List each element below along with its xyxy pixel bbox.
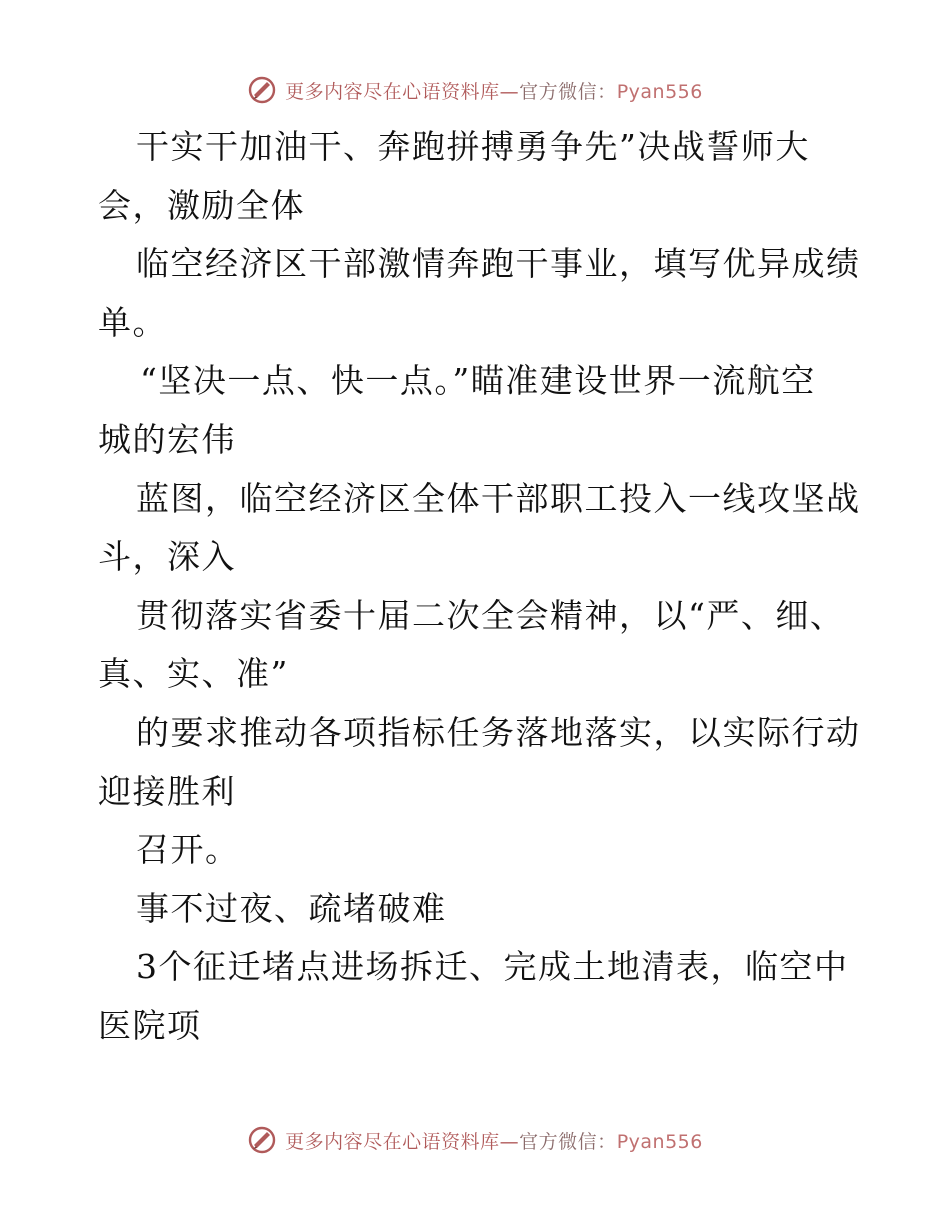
banner-text	[285, 1127, 703, 1154]
paragraph-line: 的要求推动各项指标任务落地落实，以实际行动	[136, 712, 861, 752]
paragraph-line: 召开。	[136, 830, 240, 870]
footer-watermark	[0, 1120, 950, 1160]
paragraph-line: 城的宏伟	[98, 419, 236, 459]
paragraph-line: 单。	[98, 302, 167, 342]
paragraph-line: 贯彻落实省委十届二次全会精神，以“严、细、	[136, 595, 845, 635]
banner-text	[285, 77, 703, 104]
paragraph-line: 事不过夜、疏堵破难	[136, 888, 447, 928]
wechat-label: 官方微信：	[519, 1130, 617, 1153]
header-watermark	[0, 70, 950, 110]
wechat-label: 官方微信：	[519, 80, 617, 103]
paragraph-line: 医院项	[98, 1005, 202, 1045]
paragraph-line: 蓝图，临空经济区全体干部职工投入一线攻坚战	[136, 478, 861, 518]
paragraph-line: 斗，深入	[98, 537, 236, 577]
paragraph-line: 3个征迁堵点进场拆迁、完成土地清表，临空中	[136, 947, 849, 987]
paragraph-line: “坚决一点、快一点。”瞄准建设世界一流航空	[140, 361, 816, 401]
site-name: 更多内容尽在心语资料库—	[285, 80, 520, 103]
wechat-id: Pyan556	[616, 80, 703, 103]
document-body	[98, 118, 861, 1056]
paragraph-line: 真、实、准”	[98, 654, 289, 694]
paragraph-line: 干实干加油干、奔跑拼搏勇争先”决战誓师大	[136, 127, 810, 166]
brand-logo-icon	[247, 75, 277, 105]
brand-logo-icon	[247, 1125, 277, 1155]
paragraph-line: 临空经济区干部激情奔跑干事业，填写优异成绩	[136, 244, 861, 284]
paragraph-line: 会，激励全体	[98, 185, 305, 225]
paragraph-line: 迎接胜利	[98, 771, 236, 811]
site-name: 更多内容尽在心语资料库—	[285, 1130, 520, 1153]
wechat-id: Pyan556	[616, 1130, 703, 1153]
